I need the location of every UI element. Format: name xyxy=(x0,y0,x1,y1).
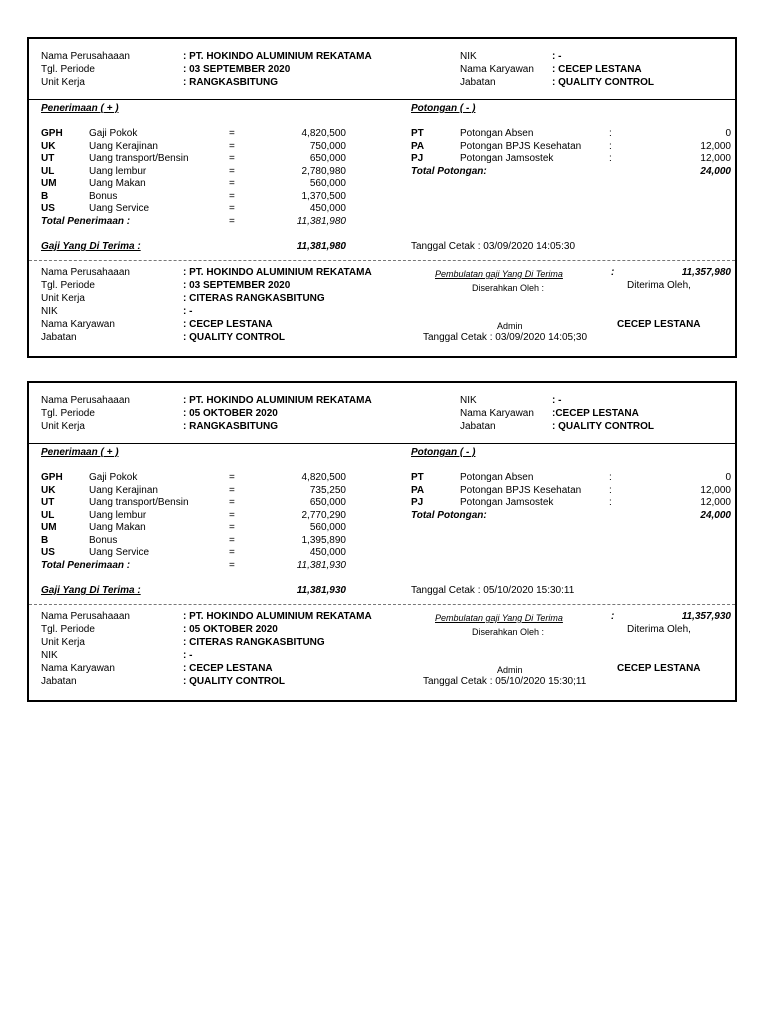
receipt-company-value: : PT. HOKINDO ALUMINIUM REKATAMA xyxy=(183,611,372,622)
net-pay-value: 11,381,930 xyxy=(296,585,346,596)
income-name: Uang Makan xyxy=(89,178,146,189)
period-label: Tgl. Periode xyxy=(41,408,95,419)
total-income-value: 11,381,930 xyxy=(296,560,346,571)
receipt-unit-value: : CITERAS RANGKASBITUNG xyxy=(183,293,325,304)
unit-value: : RANGKASBITUNG xyxy=(183,77,278,88)
deduction-code: PA xyxy=(411,484,425,496)
cut-line xyxy=(29,604,735,605)
income-value: 2,770,290 xyxy=(301,509,346,521)
receipt-period-value: : 03 SEPTEMBER 2020 xyxy=(183,280,291,291)
header-divider xyxy=(29,99,735,100)
total-deduction-label: Total Potongan: xyxy=(411,510,487,521)
income-eq: = xyxy=(229,140,235,152)
nik-value: : - xyxy=(552,395,562,406)
income-code: GPH xyxy=(41,472,63,483)
header-divider xyxy=(29,443,735,444)
income-eq: = xyxy=(229,547,235,558)
receipt-position-value: : QUALITY CONTROL xyxy=(183,676,286,687)
income-code: GPH xyxy=(41,128,63,139)
print-date: Tanggal Cetak : 03/09/2020 14:05:30 xyxy=(411,241,576,252)
deduction-code: PJ xyxy=(411,497,424,508)
income-value: 4,820,500 xyxy=(301,472,346,483)
deduction-name: Potongan Absen xyxy=(460,128,534,139)
receipt-employee-value: : CECEP LESTANA xyxy=(183,319,273,330)
total-income-eq: = xyxy=(229,216,235,227)
employee-label: Nama Karyawan xyxy=(460,64,534,75)
deduction-colon: : xyxy=(609,484,612,496)
cut-line xyxy=(29,260,735,261)
income-name: Uang Service xyxy=(89,547,150,558)
receipt-print-date: Tanggal Cetak : 05/10/2020 15:30;11 xyxy=(423,676,587,687)
receipt-unit-label: Unit Kerja xyxy=(41,293,85,304)
income-code: US xyxy=(41,547,55,558)
receipt-nik-value: : - xyxy=(183,650,193,661)
income-name: Uang Kerajinan xyxy=(89,140,158,152)
income-code: UM xyxy=(41,522,57,533)
handed-by-label: Diserahkan Oleh : xyxy=(472,627,545,637)
income-eq: = xyxy=(229,165,235,177)
income-code: UL xyxy=(41,165,55,177)
position-label: Jabatan xyxy=(460,77,496,88)
rounding-colon: : xyxy=(611,267,615,278)
deduction-colon: : xyxy=(609,497,612,508)
total-deduction-value: 24,000 xyxy=(700,510,731,521)
company-value: : PT. HOKINDO ALUMINIUM REKATAMA xyxy=(183,51,372,62)
unit-label: Unit Kerja xyxy=(41,77,85,88)
deduction-name: Potongan Absen xyxy=(460,472,534,483)
company-value: : PT. HOKINDO ALUMINIUM REKATAMA xyxy=(183,395,372,406)
income-name: Uang lembur xyxy=(89,509,147,521)
receipt-employee-label: Nama Karyawan xyxy=(41,663,115,674)
income-eq: = xyxy=(229,497,235,508)
deduction-code: PJ xyxy=(411,153,424,164)
income-name: Uang lembur xyxy=(89,165,147,177)
income-name: Uang Service xyxy=(89,203,150,214)
total-income-label: Total Penerimaan : xyxy=(41,216,131,227)
income-eq: = xyxy=(229,178,235,189)
receipt-nik-value: : - xyxy=(183,306,193,317)
deduction-code: PT xyxy=(411,472,424,483)
income-code: UM xyxy=(41,178,57,189)
employee-value: :CECEP LESTANA xyxy=(552,408,639,419)
income-value: 750,000 xyxy=(309,140,346,152)
receipt-employee-label: Nama Karyawan xyxy=(41,319,115,330)
income-name: Gaji Pokok xyxy=(89,472,138,483)
income-code: UK xyxy=(41,484,56,496)
deduction-colon: : xyxy=(609,153,612,164)
deduction-colon: : xyxy=(609,128,612,139)
income-name: Uang transport/Bensin xyxy=(89,153,189,164)
received-by-label: Diterima Oleh, xyxy=(627,280,691,291)
receipt-nik-label: NIK xyxy=(41,650,58,661)
receipt-company-value: : PT. HOKINDO ALUMINIUM REKATAMA xyxy=(183,267,372,278)
income-eq: = xyxy=(229,534,235,546)
net-pay-label: Gaji Yang Di Terima : xyxy=(41,585,141,596)
income-code: B xyxy=(41,534,49,546)
receiver-name: CECEP LESTANA xyxy=(617,319,701,330)
income-eq: = xyxy=(229,190,235,202)
income-title: Penerimaan ( + ) xyxy=(41,447,119,458)
deduction-name: Potongan BPJS Kesehatan xyxy=(460,140,582,152)
receipt-employee-value: : CECEP LESTANA xyxy=(183,663,273,674)
receipt-nik-label: NIK xyxy=(41,306,58,317)
total-income-value: 11,381,980 xyxy=(296,216,346,227)
handed-by-label: Diserahkan Oleh : xyxy=(472,283,545,293)
income-code: UL xyxy=(41,509,55,521)
receipt-unit-value: : CITERAS RANGKASBITUNG xyxy=(183,637,325,648)
income-name: Uang Kerajinan xyxy=(89,484,158,496)
receipt-period-label: Tgl. Periode xyxy=(41,624,95,635)
receipt-period-label: Tgl. Periode xyxy=(41,280,95,291)
deduction-title: Potongan ( - ) xyxy=(411,103,476,114)
net-pay-value: 11,381,980 xyxy=(296,241,346,252)
receipt-position-value: : QUALITY CONTROL xyxy=(183,332,286,343)
rounding-colon: : xyxy=(611,611,615,622)
receiver-name: CECEP LESTANA xyxy=(617,663,701,674)
employee-value: : CECEP LESTANA xyxy=(552,64,642,75)
total-income-eq: = xyxy=(229,560,235,571)
income-value: 1,395,890 xyxy=(301,534,346,546)
deduction-value: 0 xyxy=(725,128,731,139)
income-code: B xyxy=(41,190,49,202)
period-label: Tgl. Periode xyxy=(41,64,95,75)
nik-label: NIK xyxy=(460,51,477,62)
admin-label: Admin xyxy=(497,665,523,675)
position-value: : QUALITY CONTROL xyxy=(552,77,655,88)
nik-label: NIK xyxy=(460,395,477,406)
receipt-position-label: Jabatan xyxy=(41,676,77,687)
rounding-label: Pembulatan gaji Yang Di Terima xyxy=(435,269,563,279)
total-deduction-value: 24,000 xyxy=(700,166,731,177)
period-value: : 03 SEPTEMBER 2020 xyxy=(183,64,291,75)
receipt-position-label: Jabatan xyxy=(41,332,77,343)
admin-label: Admin xyxy=(497,321,523,331)
nik-value: : - xyxy=(552,51,562,62)
deduction-value: 12,000 xyxy=(700,497,731,508)
deduction-name: Potongan Jamsostek xyxy=(460,153,554,164)
receipt-unit-label: Unit Kerja xyxy=(41,637,85,648)
deduction-name: Potongan BPJS Kesehatan xyxy=(460,484,582,496)
income-title: Penerimaan ( + ) xyxy=(41,103,119,114)
receipt-company-label: Nama Perusahaaan xyxy=(41,267,130,278)
total-deduction-label: Total Potongan: xyxy=(411,166,487,177)
deduction-colon: : xyxy=(609,472,612,483)
deduction-value: 12,000 xyxy=(700,140,731,152)
net-pay-label: Gaji Yang Di Terima : xyxy=(41,241,141,252)
income-eq: = xyxy=(229,522,235,533)
rounding-label: Pembulatan gaji Yang Di Terima xyxy=(435,613,563,623)
position-label: Jabatan xyxy=(460,421,496,432)
rounding-value: 11,357,980 xyxy=(681,267,731,278)
deduction-code: PA xyxy=(411,140,425,152)
receipt-print-date: Tanggal Cetak : 03/09/2020 14:05;30 xyxy=(423,332,588,343)
employee-label: Nama Karyawan xyxy=(460,408,534,419)
income-name: Uang transport/Bensin xyxy=(89,497,189,508)
deduction-name: Potongan Jamsostek xyxy=(460,497,554,508)
income-value: 735,250 xyxy=(309,484,346,496)
company-label: Nama Perusahaaan xyxy=(41,395,130,406)
income-eq: = xyxy=(229,509,235,521)
income-eq: = xyxy=(229,472,235,483)
receipt-company-label: Nama Perusahaaan xyxy=(41,611,130,622)
unit-value: : RANGKASBITUNG xyxy=(183,421,278,432)
income-name: Bonus xyxy=(89,190,118,202)
payslip xyxy=(27,381,737,702)
position-value: : QUALITY CONTROL xyxy=(552,421,655,432)
rounding-value: 11,357,930 xyxy=(681,611,731,622)
income-value: 650,000 xyxy=(309,153,346,164)
payslip xyxy=(27,37,737,358)
income-value: 2,780,980 xyxy=(301,165,346,177)
received-by-label: Diterima Oleh, xyxy=(627,624,691,635)
income-value: 560,000 xyxy=(309,178,346,189)
income-code: UT xyxy=(41,497,55,508)
total-income-label: Total Penerimaan : xyxy=(41,560,131,571)
income-value: 650,000 xyxy=(309,497,346,508)
deduction-colon: : xyxy=(609,140,612,152)
income-name: Gaji Pokok xyxy=(89,128,138,139)
print-date: Tanggal Cetak : 05/10/2020 15:30:11 xyxy=(411,585,575,596)
income-value: 1,370,500 xyxy=(301,190,346,202)
company-label: Nama Perusahaaan xyxy=(41,51,130,62)
deduction-value: 0 xyxy=(725,472,731,483)
income-value: 4,820,500 xyxy=(301,128,346,139)
income-eq: = xyxy=(229,203,235,214)
deduction-value: 12,000 xyxy=(700,484,731,496)
income-value: 450,000 xyxy=(309,547,346,558)
income-eq: = xyxy=(229,128,235,139)
income-name: Uang Makan xyxy=(89,522,146,533)
income-eq: = xyxy=(229,484,235,496)
income-code: UK xyxy=(41,140,56,152)
deduction-value: 12,000 xyxy=(700,153,731,164)
deduction-title: Potongan ( - ) xyxy=(411,447,476,458)
income-code: UT xyxy=(41,153,55,164)
period-value: : 05 OKTOBER 2020 xyxy=(183,408,278,419)
income-code: US xyxy=(41,203,55,214)
income-value: 560,000 xyxy=(309,522,346,533)
income-name: Bonus xyxy=(89,534,118,546)
income-eq: = xyxy=(229,153,235,164)
deduction-code: PT xyxy=(411,128,424,139)
unit-label: Unit Kerja xyxy=(41,421,85,432)
receipt-period-value: : 05 OKTOBER 2020 xyxy=(183,624,278,635)
income-value: 450,000 xyxy=(309,203,346,214)
